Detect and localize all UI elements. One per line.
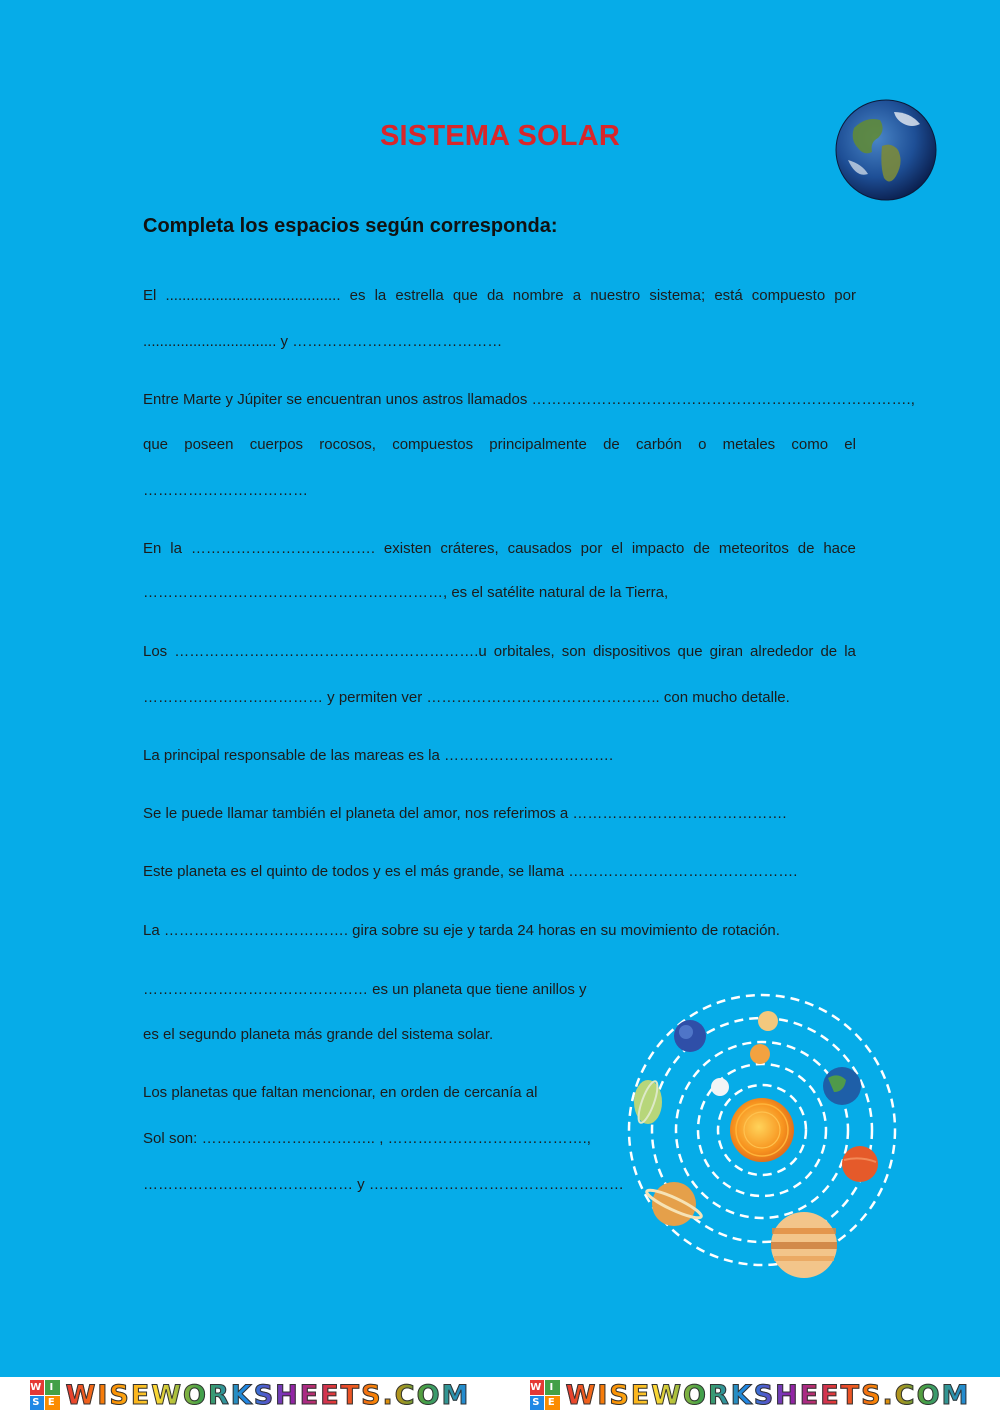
word: de <box>603 436 620 453</box>
word: , <box>379 1130 384 1147</box>
word: alrededor <box>750 643 814 660</box>
blank[interactable]: …………………………………………………….u <box>174 643 487 660</box>
sentence-8[interactable]: La ………………………………. gira sobre su eje y tarda 24 horas en su movimiento de rotación. <box>143 922 780 939</box>
word: nombre <box>512 287 564 304</box>
blank[interactable]: ………………………………. <box>190 540 375 557</box>
word: poseen <box>184 436 234 453</box>
watermark-text: WISEWORKSHEETS.COM <box>565 1379 971 1411</box>
sentence-4b[interactable]: ……………………………… y permiten ver ……………………………………….. con mucho detalle. <box>143 689 790 706</box>
sentence-7[interactable]: Este planeta es el quinto de todos y es el más grande, se llama ………………………………………. <box>143 863 798 880</box>
word: por <box>834 287 856 304</box>
sentence-1b[interactable]: ................................ y …………………………………… <box>143 333 503 350</box>
sentence-4a <box>143 642 856 662</box>
word: existen <box>383 540 432 557</box>
word: En <box>143 540 162 557</box>
word: giran <box>709 643 743 660</box>
word: la <box>844 643 856 660</box>
word: que <box>452 287 478 304</box>
word: orbitales, <box>493 643 555 660</box>
word: que <box>143 436 169 453</box>
word: o <box>698 436 707 453</box>
word: son <box>561 643 586 660</box>
brand-logo-icon: W I S E <box>530 1380 560 1410</box>
sentence-1a <box>143 286 856 306</box>
word: impacto <box>631 540 685 557</box>
word: el <box>844 436 856 453</box>
word: son: <box>168 1130 198 1147</box>
sentence-6[interactable]: Se le puede llamar también el planeta del amor, nos referimos a ……………………………………. <box>143 805 787 822</box>
word: es <box>349 287 366 304</box>
blank[interactable]: …………………………….. <box>201 1130 375 1147</box>
blank[interactable]: .......................................... <box>165 287 341 304</box>
word: está <box>714 287 743 304</box>
word: cráteres, <box>440 540 499 557</box>
word: por <box>580 540 603 557</box>
sentence-10a: Los planetas que faltan mencionar, en orden de cercanía al <box>143 1084 538 1101</box>
word: a <box>572 287 582 304</box>
sentence-9a[interactable]: ……………………………………… es un planeta que tiene anillos y <box>143 981 587 998</box>
watermark-left <box>30 1380 471 1411</box>
brand-logo-icon: W I S E <box>30 1380 60 1410</box>
word: Los <box>143 643 168 660</box>
word: metales <box>722 436 776 453</box>
word: compuestos <box>392 436 474 453</box>
word: la <box>374 287 387 304</box>
watermark-bar <box>0 1377 1000 1413</box>
sentence-3b[interactable]: ……………………………………………………, es el satélite natural de la Tierra, <box>143 584 669 601</box>
page-title: SISTEMA SOLAR <box>380 120 620 152</box>
word: dispositivos <box>592 643 671 660</box>
word: que <box>677 643 703 660</box>
sentence-2b <box>143 435 856 455</box>
word: nuestro <box>590 287 641 304</box>
word: principalmente <box>489 436 587 453</box>
sentence-9b: es el segundo planeta más grande del sistema solar. <box>143 1026 494 1043</box>
sentence-10b <box>143 1129 591 1149</box>
watermark-text: WISEWORKSHEETS.COM <box>65 1379 471 1411</box>
earth-icon <box>834 98 938 202</box>
word: sistema; <box>649 287 706 304</box>
sentence-5[interactable]: La principal responsable de las mareas es la ……………………………. <box>143 747 614 764</box>
word: compuesto <box>751 287 826 304</box>
word: como <box>791 436 829 453</box>
blank[interactable]: …………………………… <box>143 482 308 499</box>
word: hace <box>823 540 856 557</box>
word: estrella <box>395 287 444 304</box>
word: el <box>611 540 623 557</box>
word: la <box>170 540 182 557</box>
word: Sol <box>143 1130 165 1147</box>
blank[interactable]: …………………………………., <box>387 1130 591 1147</box>
word: El <box>143 287 157 304</box>
word: de <box>693 540 710 557</box>
word: da <box>486 287 504 304</box>
sentence-2a[interactable]: Entre Marte y Júpiter se encuentran unos astros llamados …………………………………………………………………., <box>143 391 915 408</box>
instructions-heading: Completa los espacios según corresponda: <box>143 215 558 237</box>
word: de <box>797 540 815 557</box>
word: carbón <box>635 436 682 453</box>
solar-system-icon <box>622 990 902 1280</box>
word: rocosos, <box>319 436 376 453</box>
sentence-10c[interactable]: …………………………………… y …………………………………………… <box>143 1176 624 1193</box>
sentence-3a <box>143 539 856 559</box>
word: meteoritos <box>718 540 789 557</box>
word: de <box>820 643 838 660</box>
watermark-right <box>530 1380 971 1411</box>
word: causados <box>507 540 572 557</box>
word: cuerpos <box>249 436 304 453</box>
